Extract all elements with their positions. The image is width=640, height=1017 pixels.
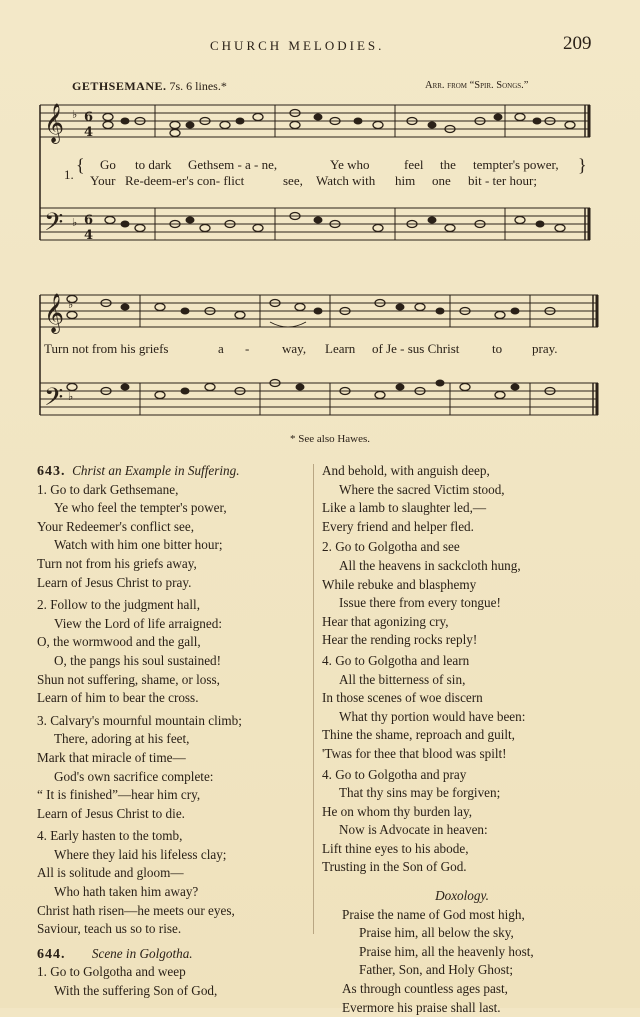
- verse-line: Where the sacred Victim stood,: [339, 481, 505, 497]
- svg-text:𝄢: 𝄢: [44, 383, 64, 418]
- lyric-syllable: Turn not from his griefs: [44, 341, 169, 356]
- verse-line: All the heavens in sackcloth hung,: [339, 557, 521, 573]
- lyric-syllable: Watch with: [316, 173, 376, 188]
- running-title: CHURCH MELODIES.: [210, 38, 385, 53]
- verse-line: Christ hath risen—he meets our eyes,: [37, 902, 235, 918]
- verse-line: Issue there from every tongue!: [339, 595, 501, 611]
- verse-line: What thy portion would have been:: [339, 708, 526, 724]
- lyric-syllable: to: [492, 341, 503, 356]
- verse-line: There, adoring at his feet,: [54, 731, 190, 747]
- stanza: [322, 462, 602, 536]
- verse-line: Now is Advocate in heaven:: [339, 822, 488, 838]
- hymn-title: Christ an Example in Suffering.: [72, 463, 240, 478]
- verse-line: Thine the shame, reproach and guilt,: [322, 727, 515, 743]
- stanza: [37, 481, 307, 593]
- brace-open: {: [76, 155, 85, 175]
- verse-line: Hear the rending rocks reply!: [322, 632, 478, 648]
- verse-number: 1.: [64, 167, 74, 182]
- hymn-number: 643.: [37, 464, 66, 479]
- verse-line: In those scenes of woe discern: [322, 690, 483, 706]
- tune-arrangement: Arr. from “Spir. Songs.”: [425, 80, 529, 91]
- verse-line: Learn of Jesus Christ to pray.: [37, 574, 192, 590]
- verse-line: Shun not suffering, shame, or loss,: [37, 671, 220, 687]
- lyric-syllable: bit - ter hour;: [468, 173, 537, 188]
- lyric-syllable: of Je - sus Christ: [372, 341, 460, 356]
- verse-line: Praise him, all below the sky,: [359, 925, 514, 941]
- verse-line: Father, Son, and Holy Ghost;: [359, 962, 514, 978]
- verse-line: 4. Go to Golgotha and pray: [322, 766, 467, 782]
- lyric-syllable: the: [440, 157, 456, 172]
- brace-close: }: [578, 155, 587, 175]
- verse-line: With the suffering Son of God,: [54, 983, 218, 999]
- stanza: [322, 766, 602, 878]
- verse-line: 1. Go to Golgotha and weep: [37, 964, 186, 980]
- music-score: [0, 0, 640, 430]
- verse-line: That thy sins may be forgiven;: [339, 785, 501, 801]
- bass-clef-icon: 𝄢: [44, 208, 64, 243]
- svg-text:♭: ♭: [72, 108, 78, 121]
- verse-line: All the bitterness of sin,: [339, 671, 466, 687]
- lyric-syllable: pray.: [532, 341, 558, 356]
- verse-line: All is solitude and gloom—: [37, 865, 184, 881]
- doxology-title: Doxology.: [435, 888, 489, 904]
- lyric-syllable: Ye who: [330, 157, 370, 172]
- verse-line: 2. Follow to the judgment hall,: [37, 597, 201, 613]
- stanza: [37, 596, 307, 708]
- column-divider: [313, 464, 314, 934]
- verse-line: Your Redeemer's conflict see,: [37, 518, 195, 534]
- verse-line: Lift thine eyes to his abode,: [322, 840, 469, 856]
- verse-line: He on whom thy burden lay,: [322, 803, 473, 819]
- verse-line: O, the wormwood and the gall,: [37, 634, 201, 650]
- verse-line: Praise him, all the heavenly host,: [359, 943, 534, 959]
- tune-meter: 7s. 6 lines.*: [169, 79, 227, 93]
- lyric-syllable: Learn: [325, 341, 356, 356]
- stanza: [322, 652, 602, 764]
- verse-line: Saviour, teach us so to rise.: [37, 921, 182, 937]
- verse-line: Every friend and helper fled.: [322, 518, 474, 534]
- verse-line: 2. Go to Golgotha and see: [322, 539, 460, 555]
- lyric-syllable: one: [432, 173, 451, 188]
- treble-clef-icon: 𝄞: [44, 103, 65, 143]
- svg-text:4: 4: [84, 125, 94, 140]
- verse-line: 'Twas for thee that blood was spilt!: [322, 745, 507, 761]
- verse-line: 4. Early hasten to the tomb,: [37, 828, 183, 844]
- lyric-syllable: Gethsem - a - ne,: [188, 157, 278, 172]
- verse-line: As through countless ages past,: [342, 981, 508, 997]
- verse-line: And behold, with anguish deep,: [322, 463, 490, 478]
- verse-line: Learn of Jesus Christ to die.: [37, 805, 185, 821]
- verse-line: Hear that agonizing cry,: [322, 613, 449, 629]
- hymn-title: Scene in Golgotha.: [91, 945, 193, 961]
- stanza: [37, 827, 307, 939]
- stanza: [37, 963, 307, 1000]
- lyric-syllable: Go: [100, 157, 116, 172]
- verse-line: While rebuke and blasphemy: [322, 576, 477, 592]
- svg-text:6: 6: [84, 213, 94, 228]
- verse-line: View the Lord of life arraigned:: [54, 615, 223, 631]
- verse-line: Like a lamb to slaughter led,—: [322, 500, 487, 516]
- tune-name: GETHSEMANE.: [72, 79, 167, 93]
- svg-text:6: 6: [84, 110, 94, 125]
- svg-text:4: 4: [84, 228, 94, 243]
- verse-line: Learn of him to bear the cross.: [37, 690, 199, 706]
- footnote: * See also Hawes.: [290, 433, 371, 445]
- verse-line: Turn not from his griefs away,: [37, 555, 197, 571]
- lyric-syllable: Your: [90, 173, 116, 188]
- verse-line: Praise the name of God most high,: [342, 906, 525, 922]
- svg-text:♭: ♭: [68, 298, 74, 311]
- hymn-643-heading: [37, 462, 307, 481]
- hymn-644-heading: [37, 945, 307, 964]
- verse-line: 4. Go to Golgotha and learn: [322, 652, 470, 668]
- verse-line: O, the pangs his soul sustained!: [54, 652, 222, 668]
- lyric-syllable: feel: [404, 157, 424, 172]
- lyric-syllable: tempter's power,: [473, 157, 559, 172]
- verse-line: Ye who feel the tempter's power,: [54, 500, 227, 516]
- lyric-syllable: way,: [282, 341, 307, 356]
- verse-line: “ It is finished”—hear him cry,: [37, 787, 201, 803]
- lyric-syllable: Re-deem-er's con- flict: [125, 173, 245, 188]
- lyric-syllable: see,: [283, 173, 303, 188]
- verse-line: Mark that miracle of time—: [37, 749, 186, 765]
- verse-line: Evermore his praise shall last.: [342, 999, 501, 1015]
- page-number: 209: [563, 33, 592, 54]
- column-right: [322, 462, 602, 1017]
- hymn-number: 644.: [37, 946, 66, 962]
- verse-line: 1. Go to dark Gethsemane,: [37, 481, 179, 497]
- svg-text:♭: ♭: [68, 390, 74, 403]
- svg-text:𝄞: 𝄞: [44, 293, 65, 333]
- lyric-syllable: -: [245, 341, 250, 356]
- lyric-syllable: a: [218, 341, 224, 356]
- verse-line: Trusting in the Son of God.: [322, 859, 467, 875]
- column-left: [37, 462, 307, 1001]
- lyric-syllable: to dark: [135, 157, 172, 172]
- verse-line: Watch with him one bitter hour;: [54, 537, 223, 553]
- lyric-syllable: him: [395, 173, 416, 188]
- svg-text:♭: ♭: [72, 216, 78, 229]
- stanza: [37, 712, 307, 824]
- stanza: [322, 538, 602, 650]
- verse-line: Where they laid his lifeless clay;: [54, 846, 227, 862]
- verse-line: 3. Calvary's mournful mountain climb;: [37, 712, 242, 728]
- verse-line: God's own sacrifice complete:: [54, 768, 214, 784]
- verse-line: Who hath taken him away?: [54, 884, 199, 900]
- doxology-stanza: [322, 906, 602, 1017]
